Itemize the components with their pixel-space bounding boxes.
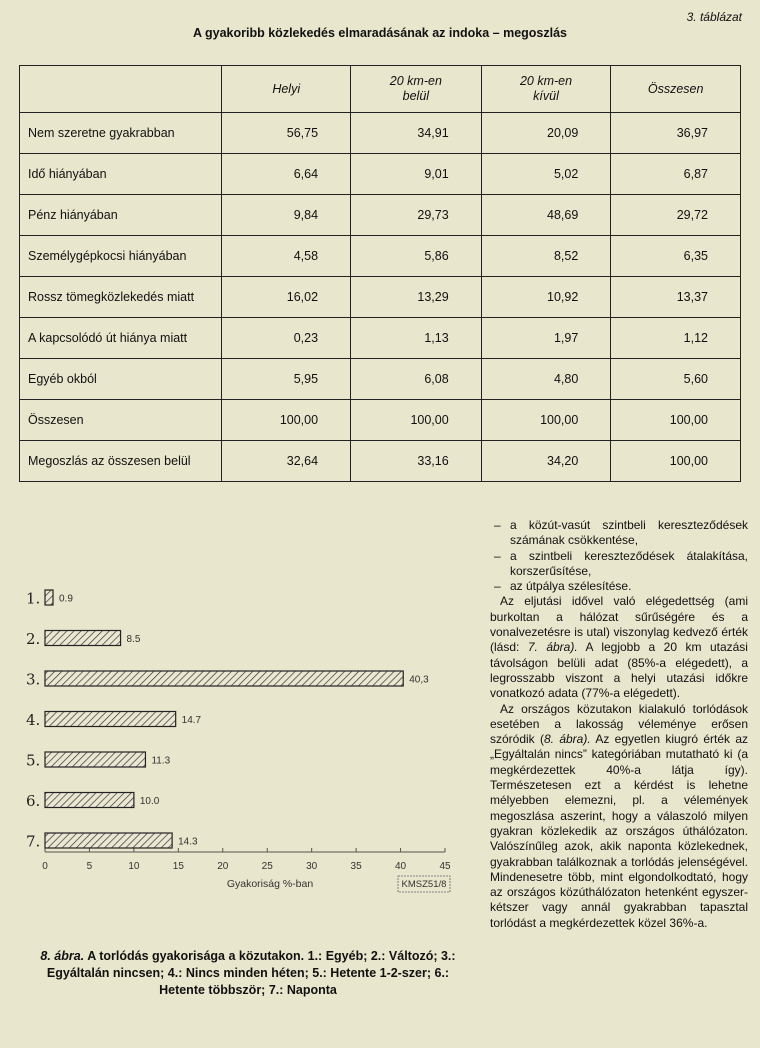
paragraph: Az országos közutakon kialakuló torlódások esetében a lakosság véleménye erősen szóródik (8. ábra). Az egyetlen kiugró érték az „Egyáltalán nincs” kategóriában mutatható ki (a megkérdezettek 40%-a látja így). Természetesen ezt a kérdést is lehetne mélyebben elemezni, pl. a vélemények megoszlása aszerint, hogy a válaszoló milyen gyakran közlekedik az országos úthálózaton. Valószínűleg azok, akik naponta közlekednek, gyakrabban találkoznak a torlódás jelenségével. Mindenesetre több, mint elgondolkodtató, hogy az országos közúthálózaton hetenként egyszer-kétszer vagy annál gyakrabban tapasztal torlódást a megkérdezettek közel 36%-a. — [490, 701, 748, 930]
category-label: 4. — [26, 711, 41, 729]
x-axis-label: Gyakoriság %-ban — [226, 878, 314, 890]
table-row — [20, 236, 741, 277]
figure-caption — [28, 948, 468, 999]
table-cell: 10,92 — [481, 277, 611, 318]
row-label: A kapcsolódó út hiánya miatt — [20, 318, 222, 359]
bar — [45, 752, 145, 767]
list-item: – a szintbeli kereszteződések átalakítása, korszerűsítése, — [494, 548, 748, 578]
bar — [45, 833, 172, 848]
table-cell: 100,00 — [611, 441, 741, 482]
table-cell: 6,08 — [351, 359, 482, 400]
bar-value-label: 14.3 — [178, 836, 198, 848]
table-cell: 4,80 — [481, 359, 611, 400]
x-tick-label: 40 — [394, 861, 407, 872]
column-header: 20 km-en kívül — [481, 66, 611, 113]
column-header: Összesen — [611, 66, 741, 113]
table-cell: 4,58 — [222, 236, 351, 277]
table-cell: 34,20 — [481, 441, 611, 482]
category-label: 7. — [26, 832, 41, 851]
category-label: 2. — [26, 630, 41, 648]
category-label: 6. — [26, 792, 41, 810]
figure-number: 8. ábra. — [40, 949, 85, 963]
source-code: KMSZ51/8 — [401, 879, 447, 890]
column-header — [20, 66, 222, 113]
table-cell: 34,91 — [351, 113, 482, 154]
table-cell: 0,23 — [222, 318, 351, 359]
table-cell: 5,95 — [222, 359, 351, 400]
row-label: Megoszlás az összesen belül — [20, 441, 222, 482]
figure-caption-text: A torlódás gyakorisága a közutakon. 1.: Egyéb; 2.: Változó; 3.: Egyáltalán nincsen; 4.: Nincs minden héten; 5.: Hetente 1-2-szer; 6.: Hetente többször; 7.: Naponta — [46, 949, 456, 997]
congestion-frequency-chart — [0, 570, 470, 940]
table-number: 3. táblázat — [686, 10, 742, 24]
table-cell: 8,52 — [481, 236, 611, 277]
table-row — [20, 113, 741, 154]
body-text-column — [490, 518, 748, 931]
bar-value-label: 40,3 — [409, 674, 429, 686]
category-label: 1. — [26, 589, 41, 608]
x-tick-label: 35 — [350, 861, 362, 872]
table-cell: 1,97 — [481, 318, 611, 359]
row-label: Egyéb okból — [20, 359, 222, 400]
table-cell: 33,16 — [351, 441, 482, 482]
x-tick-label: 10 — [128, 861, 140, 872]
x-tick-label: 25 — [261, 861, 273, 872]
table-row — [20, 318, 741, 359]
table-cell: 9,84 — [222, 195, 351, 236]
row-label: Pénz hiányában — [20, 195, 222, 236]
row-label: Összesen — [20, 400, 222, 441]
table-header-row — [20, 66, 741, 113]
table-cell: 5,02 — [481, 154, 611, 195]
table-cell: 5,60 — [611, 359, 741, 400]
data-table — [19, 65, 741, 482]
column-header: Helyi — [222, 66, 351, 113]
x-tick-label: 15 — [172, 861, 184, 872]
category-label: 3. — [26, 670, 41, 689]
table-cell: 29,73 — [351, 195, 482, 236]
bar-value-label: 11.3 — [151, 755, 171, 767]
category-label: 5. — [26, 751, 41, 770]
table-cell: 6,87 — [611, 154, 741, 195]
table-cell: 48,69 — [481, 195, 611, 236]
bar — [45, 671, 403, 686]
table-cell: 1,12 — [611, 318, 741, 359]
x-tick-label: 5 — [86, 861, 93, 872]
bar — [45, 712, 176, 727]
paragraph: Az eljutási idővel való elégedettség (ami burkoltan a hálózat sűrűségére és a vonalvezetésre is utal) viszonylag kedvező érték (lásd: 7. ábra). A legjobb a 20 km utazási távolságon belüli adat (85%-a elégedett), a legrosszabb viszont a helyi utazási időkre vonatkozó adata (77%-a elégedett). — [490, 594, 748, 701]
x-tick-label: 45 — [439, 861, 451, 872]
list-item: – a közút-vasút szintbeli kereszteződések számának csökkentése, — [494, 518, 748, 548]
table-title: A gyakoribb közlekedés elmaradásának az indoka – megoszlás — [192, 26, 567, 40]
table-row — [20, 441, 741, 482]
bar — [45, 793, 134, 808]
row-label: Idő hiányában — [20, 154, 222, 195]
table-cell: 32,64 — [222, 441, 351, 482]
table-cell: 29,72 — [611, 195, 741, 236]
row-label: Rossz tömegközlekedés miatt — [20, 277, 222, 318]
x-tick-label: 20 — [217, 861, 229, 872]
table-cell: 1,13 — [351, 318, 482, 359]
bar-value-label: 10.0 — [139, 796, 160, 807]
bar — [45, 631, 121, 646]
row-label: Nem szeretne gyakrabban — [20, 113, 222, 154]
table-cell: 6,64 — [222, 154, 351, 195]
table-cell: 13,29 — [351, 277, 482, 318]
table-cell: 9,01 — [351, 154, 482, 195]
table-row — [20, 400, 741, 441]
column-header: 20 km-en belül — [351, 66, 482, 113]
table-cell: 20,09 — [481, 113, 611, 154]
table-row — [20, 277, 741, 318]
bar-value-label: 14.7 — [181, 715, 202, 726]
table-cell: 100,00 — [351, 400, 482, 441]
table-cell: 36,97 — [611, 113, 741, 154]
bar-value-label: 8.5 — [126, 634, 141, 645]
table-cell: 100,00 — [481, 400, 611, 441]
x-tick-label: 0 — [42, 861, 48, 872]
table-cell: 16,02 — [222, 277, 351, 318]
table-cell: 6,35 — [611, 236, 741, 277]
table-cell: 13,37 — [611, 277, 741, 318]
list-item: – az útpálya szélesítése. — [494, 579, 632, 594]
bar-value-label: 0.9 — [59, 593, 73, 605]
table-cell: 100,00 — [222, 400, 351, 441]
table-cell: 56,75 — [222, 113, 351, 154]
table-cell: 5,86 — [351, 236, 482, 277]
table-row — [20, 359, 741, 400]
table-row — [20, 154, 741, 195]
row-label: Személygépkocsi hiányában — [20, 236, 222, 277]
table-row — [20, 195, 741, 236]
x-tick-label: 30 — [306, 861, 318, 872]
bar — [45, 590, 53, 605]
table-cell: 100,00 — [611, 400, 741, 441]
